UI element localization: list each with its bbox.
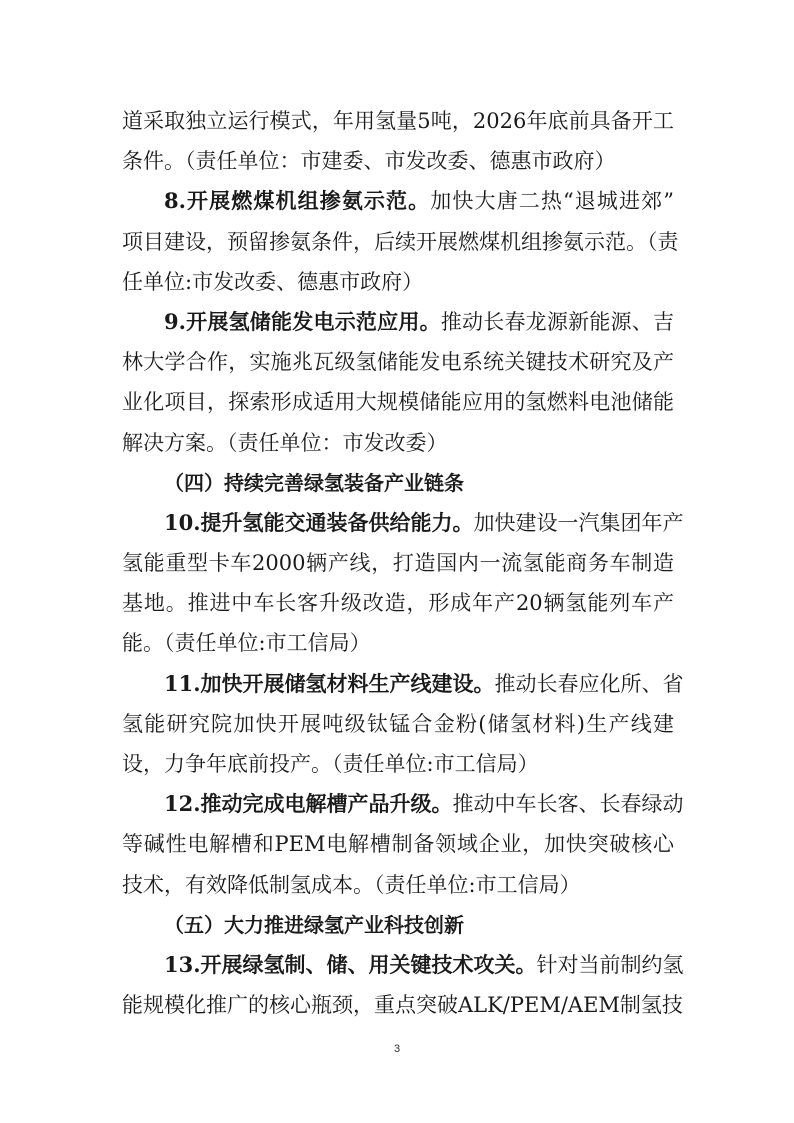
section-4-heading: （四）持续完善绿氢装备产业链条 [164,470,464,495]
item-12-line [122,784,684,824]
section-5-heading: （五）大力推进绿氢产业科技创新 [164,912,464,937]
item-9-title: 9.开展氢储能发电示范应用。 [164,308,441,334]
item-8-title: 8.开展燃煤机组掺氨示范。 [164,188,431,214]
item-13-line [122,945,684,985]
item-10-line [122,503,684,543]
paragraph-line: 能规模化推广的核心瓶颈，重点突破ALK/PEM/AEM制氢技 [122,993,683,1018]
paragraph-line: 能。（责任单位:市工信局） [122,631,371,656]
paragraph-line: 项目建设，预留掺氨条件，后续开展燃煤机组掺氨示范。（责 [122,229,679,254]
paragraph-line: 条件。（责任单位：市建委、市发改委、德惠市政府） [122,149,616,174]
paragraph-line: 氢能研究院加快开展吨级钛锰合金粉(储氢材料)生产线建 [122,711,674,736]
paragraph-line: 任单位:市发改委、德惠市政府） [122,269,424,294]
item-10-title: 10.提升氢能交通装备供给能力。 [164,509,474,535]
item-8-text: 加快大唐二热“退城进郊” [430,189,674,214]
paragraph-line: 技术，有效降低制氢成本。（责任单位:市工信局） [122,872,581,897]
paragraph-line: 设，力争年底前投产。（责任单位:市工信局） [122,752,539,776]
item-13-title: 13.开展绿氢制、储、用关键技术攻关。 [164,951,537,977]
item-9-line [122,302,674,342]
paragraph-line: 业化项目，探索形成适用大规模储能应用的氢燃料电池储能 [122,390,674,415]
item-12-title: 12.推动完成电解槽产品升级。 [164,791,453,817]
item-10-text: 加快建设一汽集团年产 [473,510,684,535]
paragraph-line: 解决方案。（责任单位：市发改委） [122,430,448,455]
paragraph-line: 等碱性电解槽和PEM电解槽制备领域企业，加快突破核心 [122,832,674,857]
item-12-text: 推动中车长客、长春绿动 [452,792,684,817]
item-11-text: 推动长春应化所、省 [494,671,684,696]
item-8-line [122,181,674,221]
paragraph-line: 基地。推进中车长客升级改造，形成年产20辆氢能列车产 [122,591,674,616]
item-13-text: 针对当前制约氢 [536,952,684,977]
paragraph-line: 林大学合作，实施兆瓦级氢储能发电系统关键技术研究及产 [122,350,674,375]
item-9-text: 推动长春龙源新能源、吉 [440,309,675,334]
item-11-title: 11.加快开展储氢材料生产线建设。 [164,670,495,696]
page-number: 3 [393,1043,401,1055]
document-body [122,101,684,1025]
paragraph-line: 氢能重型卡车2000辆产线，打造国内一流氢能商务车制造 [122,551,674,576]
item-11-line [122,664,684,704]
paragraph-line: 道采取独立运行模式，年用氢量5吨，2026年底前具备开工 [122,109,674,133]
